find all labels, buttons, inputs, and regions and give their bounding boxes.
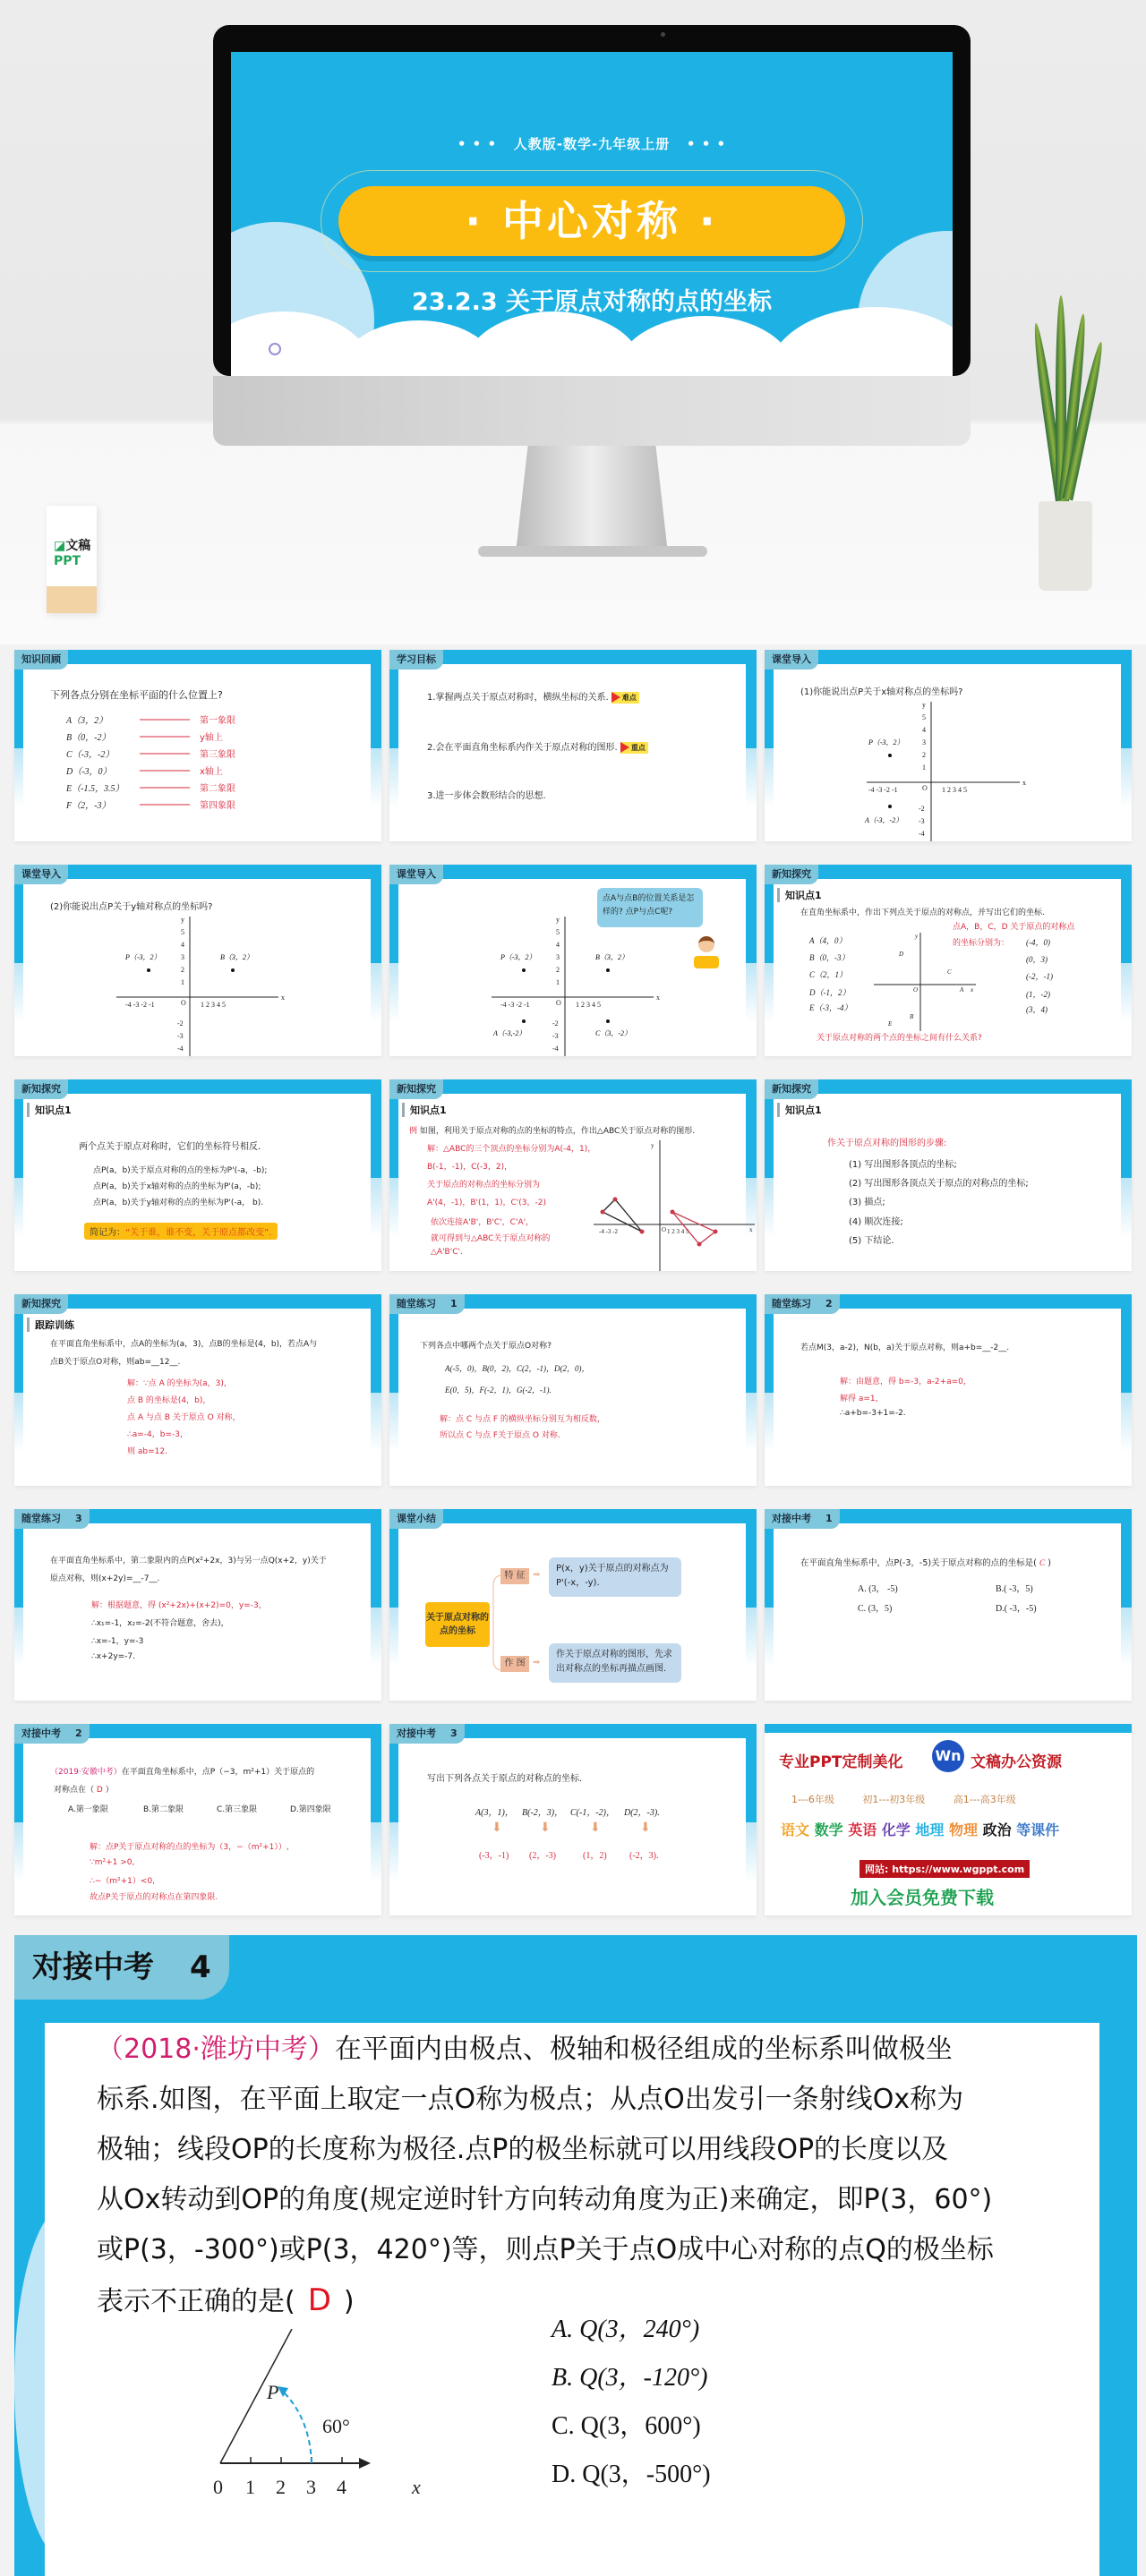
- svg-text:x: x: [971, 986, 974, 994]
- svg-text:y: y: [651, 1142, 654, 1149]
- svg-text:O: O: [913, 986, 919, 994]
- option-d[interactable]: D.第四象限: [290, 1805, 331, 1814]
- svg-text:4: 4: [922, 726, 926, 734]
- svg-text:y: y: [556, 916, 560, 924]
- slide-intro-3[interactable]: [389, 865, 757, 1056]
- svg-text:-2: -2: [919, 805, 925, 813]
- svg-text:O: O: [922, 784, 928, 792]
- svg-text:P（-3，2）: P（-3，2）: [500, 953, 536, 961]
- slide-tag: 课堂导入: [14, 865, 68, 884]
- arrow-icon: ➡: [533, 1658, 541, 1668]
- svg-text:3: 3: [556, 953, 560, 961]
- calendar-logo: ◪文稿PPT: [54, 539, 91, 568]
- slide-practice-2[interactable]: 随堂练习 2 若点M(3，a-2)，N(b，a)关于原点对称，则a+b=__-2__. 解：由题意，得 b=-3，a-2+a=0， 解得 a=1， ∴a+b=-3+1=-2.: [765, 1294, 1132, 1486]
- brand-logo-icon: Wn: [932, 1740, 964, 1772]
- option-c[interactable]: C.第三象限: [217, 1805, 258, 1814]
- slide-tag: 随堂练习 2: [765, 1294, 840, 1314]
- svg-text:3: 3: [181, 953, 184, 961]
- slide-intro-2[interactable]: 课堂导入 (2)你能说出点P关于y轴对称点的坐标吗? x y O -4 -3 -2 -1 1 2 3 4 5 5 4 3 2 1 -2 -3 -4 P（-3，2） B（3，2）: [14, 865, 381, 1056]
- website-link[interactable]: 网站: https://www.wgppt.com: [860, 1860, 1030, 1878]
- svg-text:A: A: [960, 986, 964, 994]
- slide-tag: 对接中考 3: [389, 1724, 465, 1744]
- svg-text:O: O: [181, 999, 186, 1007]
- slide-exam-2[interactable]: 对接中考 2 （2019·安徽中考）在平面直角坐标系中，点P（−3，m²+1）关于原点的 对称点在（ D ） A.第一象限 B.第二象限 C.第三象限 D.第四象限 解：点P关于原点对称的点的坐标为（3，−（m²+1））, ∵m²+1 >0, ∴−（m²+1）<0, 故点P关于原点的对称点在第四象限.: [14, 1724, 381, 1915]
- knowledge-point: 知识点1: [27, 1103, 72, 1117]
- option-d[interactable]: D.( -3，-5): [996, 1604, 1037, 1614]
- slide-goals[interactable]: 学习目标 1.掌握两点关于原点对称时，横纵坐标的关系. 难点 2.会在平面直角坐标系内作关于原点对称的图形. 重点 3.进一步体会数形结合的思想.: [389, 650, 757, 841]
- svg-text:2: 2: [556, 966, 560, 974]
- dots-left: • • •: [457, 136, 498, 152]
- svg-text:1 2 3 4 5: 1 2 3 4 5: [576, 1001, 601, 1009]
- feature-key: 特 征: [500, 1568, 529, 1584]
- svg-text:D: D: [899, 951, 904, 958]
- svg-text:1 2 3 4 5: 1 2 3 4 5: [942, 786, 967, 794]
- down-arrow-icon: ⬇: [492, 1821, 502, 1835]
- svg-text:5: 5: [922, 713, 926, 721]
- svg-text:B: B: [910, 1013, 914, 1020]
- monitor-stand: [516, 446, 668, 553]
- subject-list: 语文 数学 英语 化学 地理 物理 政治 等课件: [781, 1821, 1060, 1838]
- promo-banner[interactable]: [765, 1724, 1132, 1915]
- slide-practice-track[interactable]: 新知探究 跟踪训练 在平面直角坐标系中，点A的坐标为(a，3)，点B的坐标是(4，b)，若点A与 点B关于原点O对称，则ab=__12__. 解：∵点 A 的坐标为(a，3)， 点 B 的坐标是(4，b)， 点 A 与点 B 关于原点 O 对称， ∴a=-4，b=-3， 则 ab=12.: [14, 1294, 381, 1486]
- slide-tag: 新知探究: [14, 1079, 68, 1099]
- main-title: · 中心对称 ·: [338, 186, 845, 256]
- svg-text:C（3，-2）: C（3，-2）: [595, 1029, 631, 1037]
- slide-tag: 新知探究: [765, 865, 818, 884]
- triangle-plot: [590, 1140, 757, 1271]
- knowledge-point: 跟踪训练: [27, 1318, 74, 1332]
- speech-bubble: 点A与点B的位置关系是怎样的? 点P与点C呢?: [597, 888, 703, 927]
- svg-text:4: 4: [181, 941, 184, 949]
- slide-summary[interactable]: [389, 1509, 757, 1701]
- feature-desc: P(x，y)关于原点的对称点为P'(-x，-y).: [549, 1557, 681, 1597]
- svg-text:3: 3: [306, 2476, 316, 2498]
- slide-exam-3[interactable]: 对接中考 3 写出下列各点关于原点的对称点的坐标. A(3，1)， B(-2，3)， C(-1，-2)， D(2，-3). ⬇ ⬇ ⬇ ⬇ (-3，-1) (2，-3) (1，2) (-2，3).: [389, 1724, 757, 1915]
- svg-text:2: 2: [922, 751, 926, 759]
- svg-text:-4 -3 -2 -1: -4 -3 -2 -1: [500, 1001, 530, 1009]
- target-icon: [269, 343, 281, 355]
- svg-text:1: 1: [181, 978, 184, 986]
- coordinate-plane: [488, 915, 667, 1056]
- svg-text:B（3，2）: B（3，2）: [220, 953, 253, 961]
- svg-text:-2: -2: [177, 1019, 184, 1028]
- monitor-base: [478, 546, 707, 557]
- option-a[interactable]: A. (3， -5): [858, 1584, 898, 1594]
- svg-text:2: 2: [276, 2476, 286, 2498]
- vase: [1039, 501, 1092, 591]
- slide-tag: 知识回顾: [14, 650, 68, 670]
- slide-tag: 对接中考 2: [14, 1724, 90, 1744]
- draw-key: 作 图: [500, 1656, 529, 1672]
- option-b[interactable]: B. Q(3，-120°): [552, 2364, 708, 2392]
- svg-text:A（-3，-2）: A（-3，-2）: [865, 816, 903, 824]
- hero-mockup: [0, 0, 1146, 644]
- slide-tag: 课堂小结: [389, 1509, 443, 1529]
- option-b[interactable]: B.第二象限: [143, 1805, 184, 1814]
- svg-text:-3: -3: [919, 817, 925, 825]
- logo-leaf-icon: ◪: [54, 539, 66, 553]
- option-a[interactable]: A. Q(3，240°): [552, 2316, 700, 2343]
- slide-tag: 课堂导入: [765, 650, 818, 670]
- svg-text:60°: 60°: [322, 2415, 350, 2437]
- down-arrow-icon: ⬇: [540, 1821, 551, 1835]
- svg-text:4: 4: [556, 941, 560, 949]
- subtitle: 23.2.3 关于原点对称的点的坐标: [411, 288, 773, 316]
- slide-practice-1[interactable]: 随堂练习 1 下列各点中哪两个点关于原点O对称? A(-5，0)，B(0，2)，C(2，-1)，D(2，0)， E(0，5)，F(-2，1)，G(-2，-1). 解：点 C 与点 F 的横纵坐标分别互为相反数， 所以点 C 与点 F关于原点 O 对称.: [389, 1294, 757, 1486]
- down-arrow-icon: ⬇: [590, 1821, 601, 1835]
- arrow-icon: ➡: [533, 1570, 541, 1580]
- coordinate-plane: [113, 915, 292, 1056]
- svg-text:y: y: [915, 933, 919, 940]
- plant-icon: [1034, 295, 1097, 501]
- svg-text:2: 2: [181, 966, 184, 974]
- svg-text:1: 1: [922, 763, 926, 772]
- slide-review[interactable]: 知识回顾 下列各点分别在坐标平面的什么位置上? A（3，2） B（0，-2） C（-3，-2） D（-3，0） E（-1.5，3.5） F（2，-3） 第一象限 y轴上 第三象限 x轴上 第二象限 第四象限: [14, 650, 381, 841]
- svg-text:P: P: [267, 2381, 279, 2403]
- svg-text:-4: -4: [177, 1045, 184, 1053]
- difficulty-badge: 难点: [611, 692, 639, 704]
- slide-example[interactable]: 新知探究 知识点1 例 如图，利用关于原点对称的点的坐标的特点，作出△ABC关于原点对称的图形. 解：△ABC的三个顶点的坐标分别为A(-4，1)， B(-1，-1)，C(-3，2)， 关于原点的对称点的坐标分别为 A'(4，-1)，B'(1，1)，C'(3，-2) 依次连接A'B'，B'C'，C'A'， 就可得到与△ABC关于原点对称的 △A'B'C'. -4 -3 -2 O 1 2 3 4 5 x y: [389, 1079, 757, 1271]
- svg-text:1: 1: [245, 2476, 255, 2498]
- slide-explore-2[interactable]: 新知探究 知识点1 两个点关于原点对称时，它们的坐标符号相反. 点P(a，b)关于原点对称的点的坐标为P'(-a，-b); 点P(a，b)关于x轴对称的点的坐标为P'(a，-b); 点P(a，b)关于y轴对称的点的坐标为P'(-a， b). 简记为：“关于谁，谁不变，关于原点都改变”.: [14, 1079, 381, 1271]
- camera-dot: [661, 32, 665, 37]
- option-c[interactable]: C. (3，5): [858, 1604, 893, 1614]
- svg-text:1 2 3 4 5: 1 2 3 4 5: [667, 1228, 689, 1235]
- slide-tag: 课堂导入: [389, 865, 443, 884]
- promo-title: 专业PPT定制美化: [779, 1753, 903, 1771]
- svg-text:5: 5: [181, 928, 184, 936]
- slide-intro-1[interactable]: 课堂导入 (1)你能说出点P关于x轴对称点的坐标吗? x y O -4 -3 -2 -1 1 2 3 4 5 5 4 3 2 1 -2 -3 -4 P（-3，2） A（-3，-2）: [765, 650, 1132, 841]
- svg-text:P（-3，2）: P（-3，2）: [868, 738, 904, 746]
- svg-text:B（3，2）: B（3，2）: [595, 953, 629, 961]
- option-d[interactable]: D. Q(3，-500°): [552, 2461, 711, 2488]
- svg-text:1 2 3 4 5: 1 2 3 4 5: [201, 1001, 226, 1009]
- knowledge-point: 知识点1: [777, 888, 822, 902]
- svg-text:0: 0: [213, 2476, 223, 2498]
- svg-text:-4: -4: [552, 1045, 559, 1053]
- knowledge-point: 知识点1: [777, 1103, 822, 1117]
- slide-tag: 随堂练习 3: [14, 1509, 90, 1529]
- svg-text:C: C: [947, 968, 952, 976]
- coordinate-plane: [863, 700, 1033, 841]
- key-badge: 重点: [620, 742, 648, 754]
- slide-tag: 对接中考 1: [765, 1509, 840, 1529]
- option-c[interactable]: C. Q(3，600°): [552, 2412, 701, 2440]
- slide-exam-4-large[interactable]: [14, 1935, 1137, 2576]
- svg-text:E: E: [888, 1020, 893, 1028]
- svg-text:x: x: [412, 2476, 421, 2498]
- svg-text:-2: -2: [552, 1019, 559, 1028]
- svg-text:O: O: [556, 999, 561, 1007]
- slide-tag: 学习目标: [389, 650, 443, 670]
- svg-text:x: x: [281, 994, 285, 1002]
- svg-text:-3: -3: [177, 1032, 184, 1040]
- svg-text:O: O: [662, 1226, 667, 1233]
- svg-text:-4 -3 -2: -4 -3 -2: [599, 1228, 618, 1235]
- slide-tag: 新知探究: [389, 1079, 443, 1099]
- join-cta[interactable]: 加入会员免费下载: [851, 1887, 994, 1908]
- monitor-chin: [213, 376, 971, 446]
- slide-practice-3[interactable]: 随堂练习 3 在平面直角坐标系中，第二象限内的点P(x²+2x，3)与另一点Q(x+2，y)关于 原点对称，则(x+2y)=__-7__. 解：根据题意，得 (x²+2x)+(x+2)=0，y=-3， ∴x₁=-1，x₂=-2(不符合题意，舍去)， ∴x=-1，y=-3 ∴x+2y=-7.: [14, 1509, 381, 1701]
- question-text: （2018·潍坊中考）在平面内由极点、极轴和极径组成的坐标系叫做极坐 标系.如图，在平面上取定一点O称为极点；从点O出发引一条射线Ox称为 极轴；线段OP的长度称为极径.点P的极坐标就可以用线段OP的长度以及 从Ox转动到OP的角度(规定逆时针方向转动角度为正)来确定，即P(3，60°) 或P(3，-300°)或P(3，420°)等，则点P关于点O成中心对称的点Q的极坐标 表示不正确的是( D ): [97, 2034, 994, 2318]
- slide-tag: 新知探究: [14, 1294, 68, 1314]
- student-avatar-icon: [694, 936, 719, 972]
- svg-text:x: x: [749, 1226, 753, 1233]
- arrow-lines: [140, 714, 193, 813]
- grade-levels: 1---6年级 初1---初3年级 高1---高3年级: [791, 1794, 1016, 1805]
- question: 下列各点分别在坐标平面的什么位置上?: [50, 689, 223, 701]
- svg-text:A（-3,-2）: A（-3,-2）: [493, 1029, 526, 1037]
- svg-text:P（-3，2）: P（-3，2）: [125, 953, 161, 961]
- slide-steps[interactable]: 新知探究 知识点1 作关于原点对称的图形的步骤: (1) 写出图形各顶点的坐标; (2) 写出图形各顶点关于原点的对称点的坐标; (3) 描点; (4) 顺次连接; (5) 下结论.: [765, 1079, 1132, 1271]
- svg-text:3: 3: [922, 738, 926, 746]
- svg-text:-3: -3: [552, 1032, 559, 1040]
- svg-text:4: 4: [337, 2476, 346, 2498]
- polar-figure: [202, 2329, 489, 2508]
- slide-tag: 新知探究: [765, 1079, 818, 1099]
- slide-explore-1[interactable]: 新知探究 知识点1 在直角坐标系中，作出下列点关于原点的对称点，并写出它们的坐标. A（4，0） B（0，-3） C（2，1） D（-1，2） E（-3，-4） O x y D C A B E 点A，B，C，D 关于原点的对称点 的坐标分别为： (-4，0) (0，3) (-2，-1) (1，-2) (3，4) 关于原点对称的两个点的坐标之间有什么关系?: [765, 865, 1132, 1056]
- option-a[interactable]: A.第一象限: [68, 1805, 108, 1814]
- svg-text:-4: -4: [919, 830, 925, 838]
- svg-text:-4 -3 -2 -1: -4 -3 -2 -1: [868, 786, 898, 794]
- summary-topic: 关于原点对称的点的坐标: [425, 1602, 490, 1647]
- svg-text:5: 5: [556, 928, 560, 936]
- svg-text:x: x: [656, 994, 660, 1002]
- svg-text:y: y: [181, 916, 184, 924]
- slide-tag: 对接中考 4: [14, 1935, 229, 2000]
- answer-mark: D: [307, 2282, 331, 2318]
- mnemonic-box: 简记为：“关于谁，谁不变，关于原点都改变”.: [84, 1223, 278, 1240]
- slide-exam-1[interactable]: 对接中考 1 在平面直角坐标系中，点P(-3，-5)关于原点对称的点的坐标是( C ) A. (3， -5) B.( -3，5) C. (3，5) D.( -3，-5): [765, 1509, 1132, 1701]
- svg-text:1: 1: [556, 978, 560, 986]
- dots-right: • • •: [686, 136, 727, 152]
- cover-slide: [231, 52, 953, 376]
- svg-text:-4 -3 -2 -1: -4 -3 -2 -1: [125, 1001, 155, 1009]
- svg-text:x: x: [1022, 779, 1026, 787]
- desk-calendar: [47, 506, 97, 613]
- monitor: [213, 25, 971, 376]
- svg-text:y: y: [922, 701, 926, 709]
- draw-desc: 作关于原点对称的图形，先求出对称点的坐标再描点画图.: [549, 1643, 681, 1683]
- down-arrow-icon: ⬇: [640, 1821, 651, 1835]
- edition-label: 人教版-数学-九年级上册: [513, 136, 671, 152]
- option-b[interactable]: B.( -3，5): [996, 1584, 1033, 1594]
- knowledge-point: 知识点1: [402, 1103, 447, 1117]
- promo-brand: 文稿办公资源: [971, 1753, 1062, 1771]
- slide-tag: 随堂练习 1: [389, 1294, 465, 1314]
